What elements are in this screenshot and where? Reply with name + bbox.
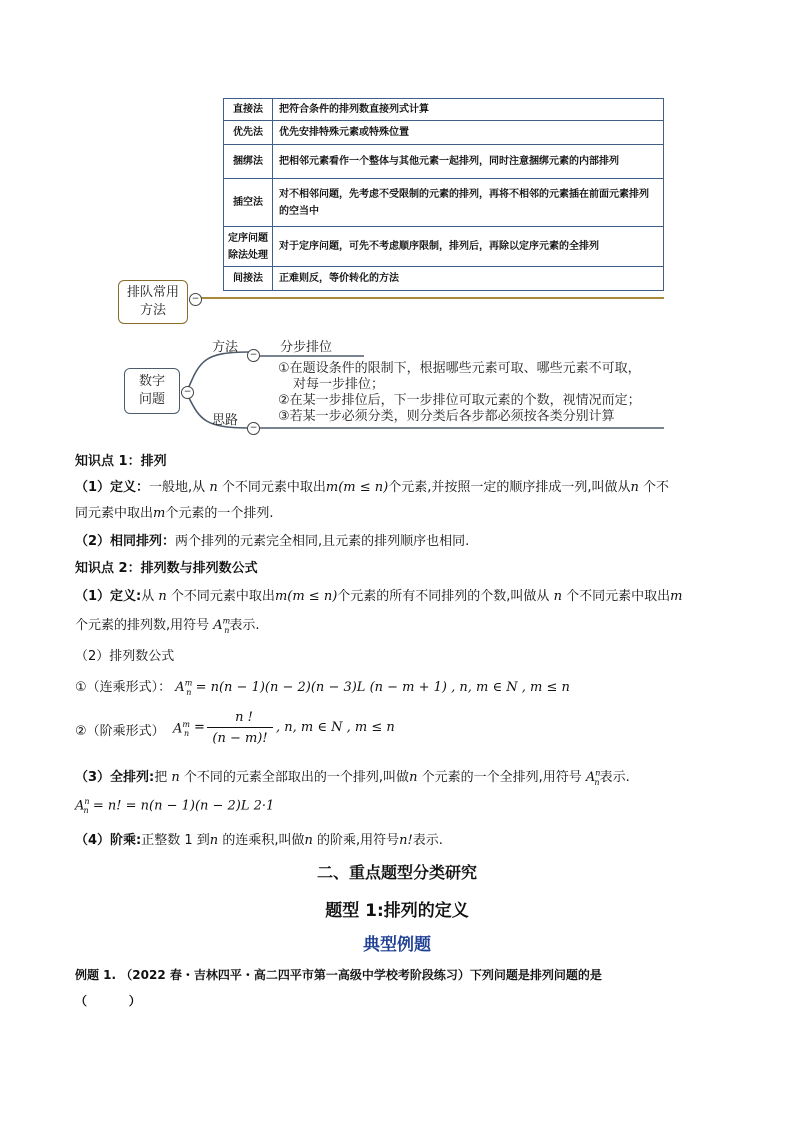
symbol-m: m (670, 589, 683, 604)
symbol-sub: n (83, 805, 89, 815)
definition-1-line-1 (75, 476, 669, 495)
full-expression: = n! = n(n − 1)(n − 2)L 2·1 (92, 798, 275, 814)
typical-examples-title: 典型例题 (363, 935, 431, 955)
text: 表示. (229, 618, 260, 633)
definition-2-line-1 (75, 585, 682, 604)
symbol-n: n (209, 833, 219, 848)
text: 个元素的排列数,用符号 (75, 618, 210, 633)
collapse-toggle-icon[interactable]: − (189, 293, 202, 306)
method-name: 捆绑法 (224, 145, 273, 179)
symbol-factorial: n! (399, 833, 413, 848)
text: 表示. (412, 833, 443, 848)
method-description: 对于定序问题，可先不考虑顺序限制，排列后，再除以定序元素的全排列 (273, 227, 664, 267)
definition-2-line-2 (75, 614, 260, 635)
f1-label: ①（连乘形式）： (75, 680, 172, 695)
definition-1-line-2 (75, 502, 273, 521)
symbol-sub: n (186, 687, 192, 697)
collapse-toggle-icon[interactable]: − (247, 422, 260, 435)
queue-methods-label: 排队常用方法 (126, 285, 179, 318)
text: 个不同的元素全部取出的一个排列,叫做 (183, 770, 410, 785)
symbol-condition: (m ≤ n) (338, 480, 389, 495)
f1-expression: = n(n − 1)(n − 2)(n − 3)L (n − m + 1) , n, m ∈ N , m ≤ n (195, 680, 570, 695)
number-problem-box (124, 368, 180, 414)
symbol-m: m (153, 506, 166, 521)
symbol-A: A (175, 680, 185, 695)
full-permutation (75, 766, 630, 787)
symbol-sub: n (224, 625, 230, 635)
method-description: 优先安排特殊元素或特殊位置 (273, 121, 664, 145)
method-description: 把符合条件的排列数直接列式计算 (273, 99, 664, 121)
equals-sign: = (194, 720, 205, 735)
permutation-symbol (173, 720, 189, 738)
fact-label: （4）阶乘: (75, 833, 142, 848)
text: 个元素,并按照一定的顺序排成一列,叫做从 (388, 480, 631, 495)
idea-node: 思路 (212, 413, 239, 428)
method-name: 定序问题除法处理 (224, 227, 273, 267)
text: 正整数 1 到 (141, 833, 210, 848)
symbol-sub: n (594, 777, 600, 787)
def1-label: （1）定义： (75, 480, 150, 495)
text: 从 (141, 589, 155, 604)
fraction-denominator: (n − m)! (212, 731, 268, 746)
kp1-title: 知识点 1：排列 (75, 454, 167, 469)
idea-line-1: ①在题设条件的限制下，根据哪些元素可取、哪些元素不可取， (278, 361, 641, 376)
collapse-toggle-icon[interactable]: − (181, 386, 194, 399)
f2-tail: , n, m ∈ N , m ≤ n (276, 720, 395, 735)
text: 个元素的一个排列. (165, 506, 274, 521)
permutation-symbol (175, 680, 191, 695)
idea-line-3: ②在某一步排位后，下一步排位可取元素的个数，视情况而定； (278, 393, 641, 408)
symbol-sup: n (84, 797, 90, 806)
method-name: 插空法 (224, 179, 273, 227)
method-node: 方法 (212, 340, 239, 355)
symbol-sup: m (182, 720, 190, 729)
method-description: 对不相邻问题，先考虑不受限制的元素的排列，再将不相邻的元素插在前面元素排列的空当中 (273, 179, 664, 227)
symbol-A: A (173, 721, 183, 737)
text: 的连乘积,叫做 (222, 833, 305, 848)
full-permutation-formula (75, 797, 274, 815)
symbol-n: n (171, 770, 180, 785)
section-title: 二、重点题型分类研究 (316, 863, 477, 882)
symbol-sup: n (595, 768, 601, 778)
symbol-n: n (630, 480, 639, 495)
method-description: 把相邻元素看作一个整体与其他元素一起排列，同时注意捆绑元素的内部排列 (273, 145, 664, 179)
text: 个元素的一个全排列,用符号 (421, 770, 582, 785)
text: 个不同元素中取出 (566, 589, 671, 604)
symbol-condition: (m ≤ n) (287, 589, 338, 604)
idea-line-4: ③若某一步必须分类，则分类后各步都必须按各类分别计算 (278, 409, 615, 424)
symbol-A: A (213, 618, 223, 633)
symbol-m: m (274, 589, 288, 604)
text: 个元素的所有不同排列的个数,叫做从 (337, 589, 550, 604)
symbol-n: n (553, 589, 562, 604)
text: 个不同元素中取出 (170, 589, 275, 604)
method-name: 优先法 (224, 121, 273, 145)
text: 一般地,从 (149, 480, 206, 495)
text: 个不同元素中取出 (221, 480, 326, 495)
symbol-sub: n (183, 728, 190, 738)
example-text: （2022 春・吉林四平・高二四平市第一高级中学校考阶段练习）下列问题是排列问题的是 (120, 968, 602, 982)
symbol-m: m (325, 480, 339, 495)
fraction-bar (207, 727, 273, 728)
symbol-n: n (209, 480, 218, 495)
formula-title: （2）排列数公式 (75, 649, 175, 664)
symbol-sup: m (184, 678, 193, 688)
text: 表示. (599, 770, 630, 785)
permutation-symbol (213, 618, 229, 633)
formula-2-label: ②（阶乘形式） (75, 724, 165, 739)
example-1 (75, 966, 602, 983)
step-placement-node: 分步排位 (280, 340, 333, 355)
def2-label: （1）定义: (75, 589, 142, 604)
text: 个不 (642, 480, 669, 495)
kp2-title: 知识点 2：排列数与排列数公式 (75, 561, 258, 576)
full-label: （3）全排列: (75, 770, 155, 785)
same-permutation (75, 530, 469, 549)
symbol-n: n (304, 833, 313, 848)
method-description: 正难则反，等价转化的方法 (273, 267, 664, 291)
formula-1 (75, 676, 570, 697)
symbol-A: A (75, 798, 85, 814)
symbol-sup: m (222, 616, 231, 626)
answer-blank: （ ） (75, 994, 141, 1008)
text: 的阶乘,用符号 (316, 833, 400, 848)
text: 同元素中取出 (75, 506, 154, 521)
idea-line-2: 对每一步排位； (293, 377, 385, 392)
symbol-n: n (409, 770, 418, 785)
example-label: 例题 1. (75, 968, 117, 982)
collapse-toggle-icon[interactable]: − (247, 349, 260, 362)
type-title: 题型 1:排列的定义 (325, 901, 469, 921)
method-name: 直接法 (224, 99, 273, 121)
factorial (75, 829, 443, 848)
text: 两个排列的元素完全相同,且元素的排列顺序也相同. (175, 534, 470, 549)
queue-methods-box (118, 280, 188, 324)
fraction-numerator: n ! (235, 710, 253, 725)
symbol-A: A (585, 770, 596, 785)
text: 把 (154, 770, 168, 785)
symbol-n: n (158, 589, 167, 604)
number-problem-label: 数字问题 (138, 374, 165, 407)
permutation-symbol (586, 770, 600, 785)
method-name: 间接法 (224, 267, 273, 291)
same-label: （2）相同排列： (75, 534, 176, 549)
